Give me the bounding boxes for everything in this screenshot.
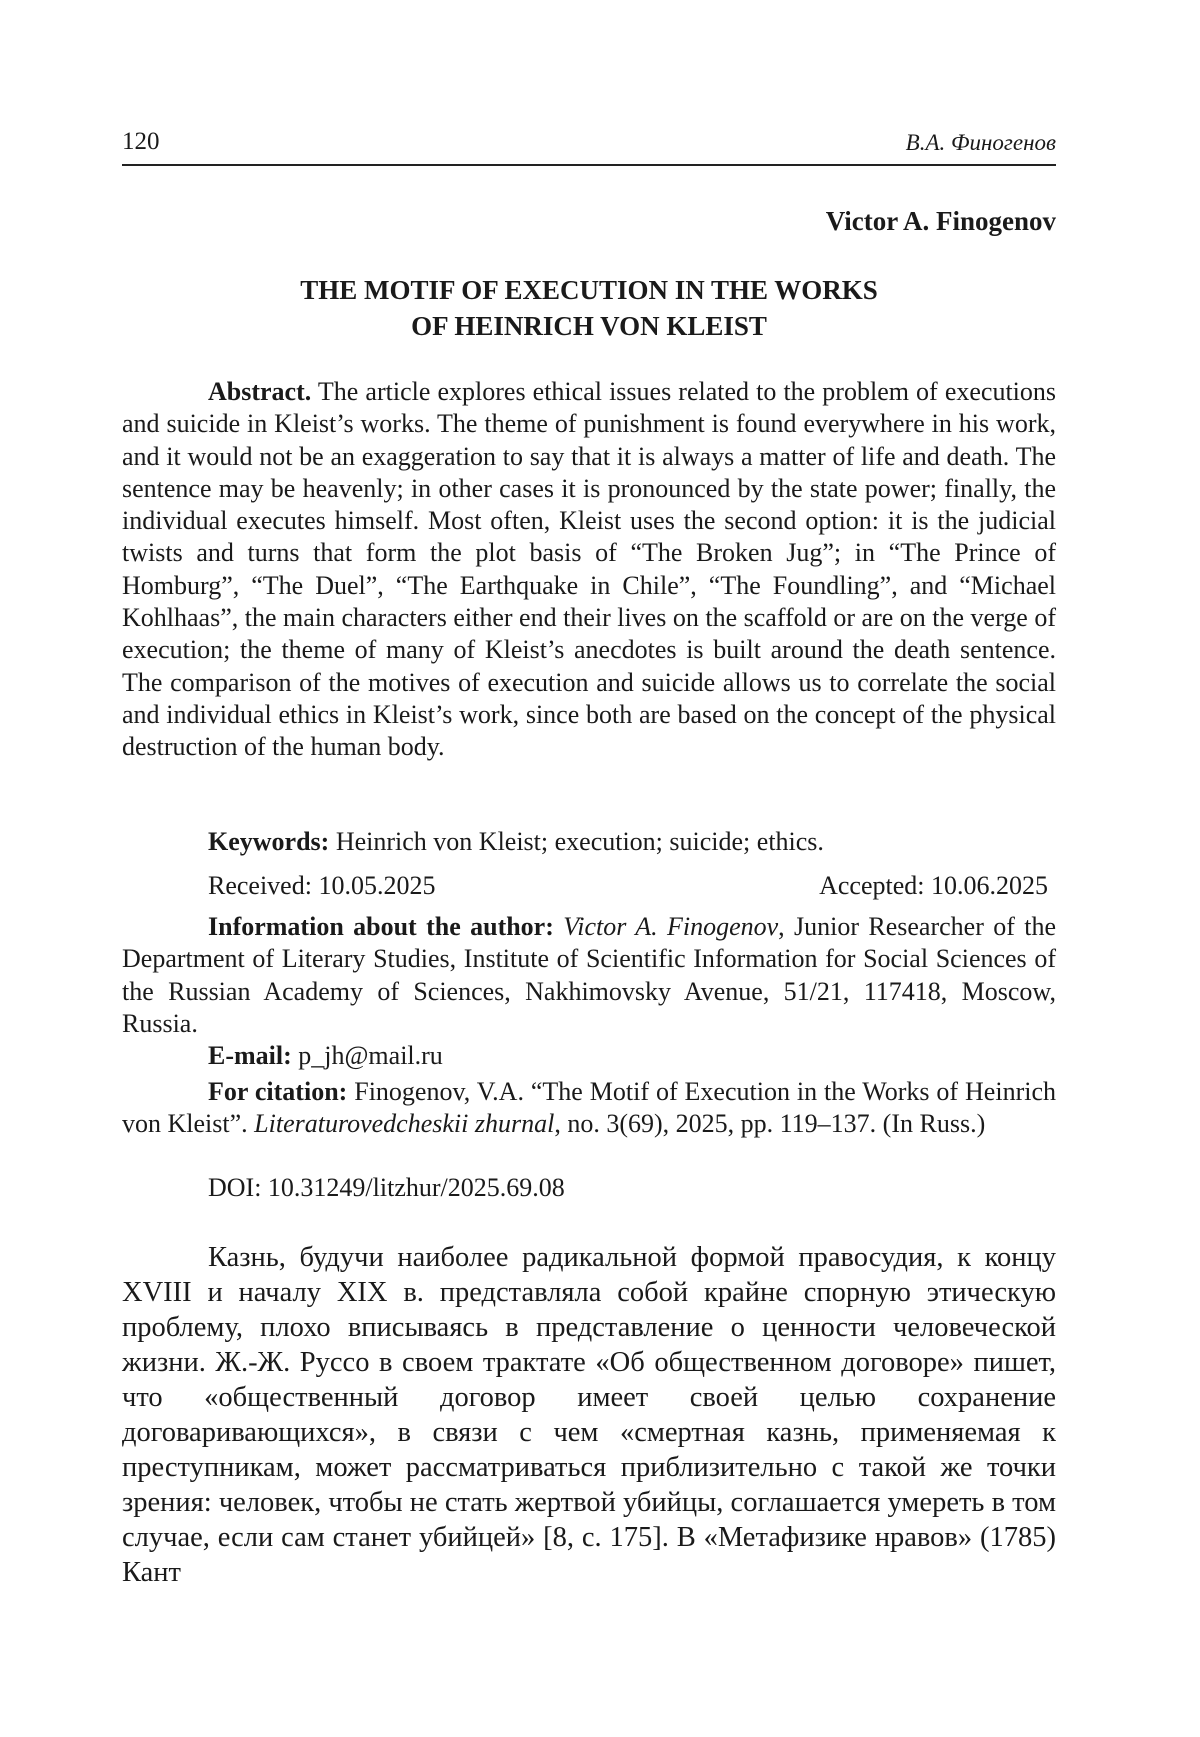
running-head-author: В.А. Финогенов bbox=[905, 130, 1056, 155]
author-info-name: Victor A. Finogenov bbox=[563, 912, 779, 941]
article-title bbox=[122, 272, 1056, 344]
abstract-label: Abstract. bbox=[208, 377, 312, 406]
accepted-date: Accepted: 10.06.2025 bbox=[819, 871, 1048, 900]
title-line-1: THE MOTIF OF EXECUTION IN THE WORKS bbox=[300, 275, 878, 305]
citation-journal: Literaturovedcheskii zhurnal bbox=[254, 1109, 555, 1139]
citation-text: Finogenov, V.A. “The Motif of Execution in the Works of Heinrich von Kleist”. bbox=[122, 1077, 1056, 1139]
keywords-text: Heinrich von Kleist; execution; suicide; ethics. bbox=[335, 827, 824, 856]
citation-details: , no. 3(69), 2025, pp. 119–137. (In Russ.) bbox=[554, 1109, 986, 1139]
dates-row bbox=[208, 871, 1048, 905]
author-name: Victor A. Finogenov bbox=[825, 206, 1056, 236]
body-paragraph: Казнь, будучи наиболее радикальной формой правосудия, к концу XVIII и началу XIX в. представляла собой крайне спорную этическую проблему, плохо вписываясь в представление о ценности человеческой жизни. Ж.-Ж. Руссо в своем трактате «Об общественном договоре» пишет, что «общественный договор имеет своей целью сохранение договаривающихся», в связи с чем «смертная казнь, применяемая к преступникам, может рассматриваться приблизительно с такой же точки зрения: человек, чтобы не стать жертвой убийцы, соглашается умереть в том случае, если сам станет убийцей» [8, с. 175]. В «Метафизике нравов» (1785) Кант bbox=[122, 1242, 1056, 1588]
citation bbox=[122, 1076, 1056, 1141]
abstract bbox=[122, 376, 1056, 764]
author-information bbox=[122, 911, 1056, 1040]
citation-label: For citation: bbox=[208, 1077, 348, 1106]
email-address[interactable]: p_jh@mail.ru bbox=[298, 1041, 443, 1070]
doi[interactable]: DOI: 10.31249/litzhur/2025.69.08 bbox=[208, 1173, 565, 1202]
keywords-label: Keywords: bbox=[208, 827, 330, 856]
title-line-2: OF HEINRICH VON KLEIST bbox=[411, 311, 767, 341]
abstract-text: The article explores ethical issues related to the problem of executions and suicide in Kleist’s works. The theme of punishment is found everywhere in his work, and it would not be an exaggeration to say that it is always a matter of life and death. The sentence may be heavenly; in other cases it is pronounced by the state power; finally, the individual executes himself. Most often, Kleist uses the second option: it is the judicial twists and turns that form the plot basis of “The Broken Jug”; in “The Prince of Homburg”, “The Duel”, “The Earthquake in Chile”, “The Foundling”, and “Michael Kohlhaas”, the main characters either end their lives on the scaffold or are on the verge of execution; the theme of many of Kleist’s anecdotes is built around the death sentence. The comparison of the motives of execution and suicide allows us to correlate the social and individual ethics in Kleist’s work, since both are based on the concept of the physical destruction of the human body. bbox=[122, 377, 1057, 762]
author-info-text: , Junior Researcher of the Department of Literary Studies, Institute of Scientific Information for Social Sciences of the Russian Academy of Sciences, Nakhimovsky Avenue, 51/21, 117418, Moscow, Russia. bbox=[122, 912, 1057, 1038]
page-number: 120 bbox=[122, 128, 160, 155]
keywords bbox=[122, 826, 1056, 858]
author-info-label: Information about the author: bbox=[208, 912, 554, 941]
email-label: E-mail: bbox=[208, 1041, 292, 1070]
received-date: Received: 10.05.2025 bbox=[208, 871, 436, 900]
running-head bbox=[122, 124, 1056, 166]
email-line bbox=[122, 1040, 1056, 1072]
